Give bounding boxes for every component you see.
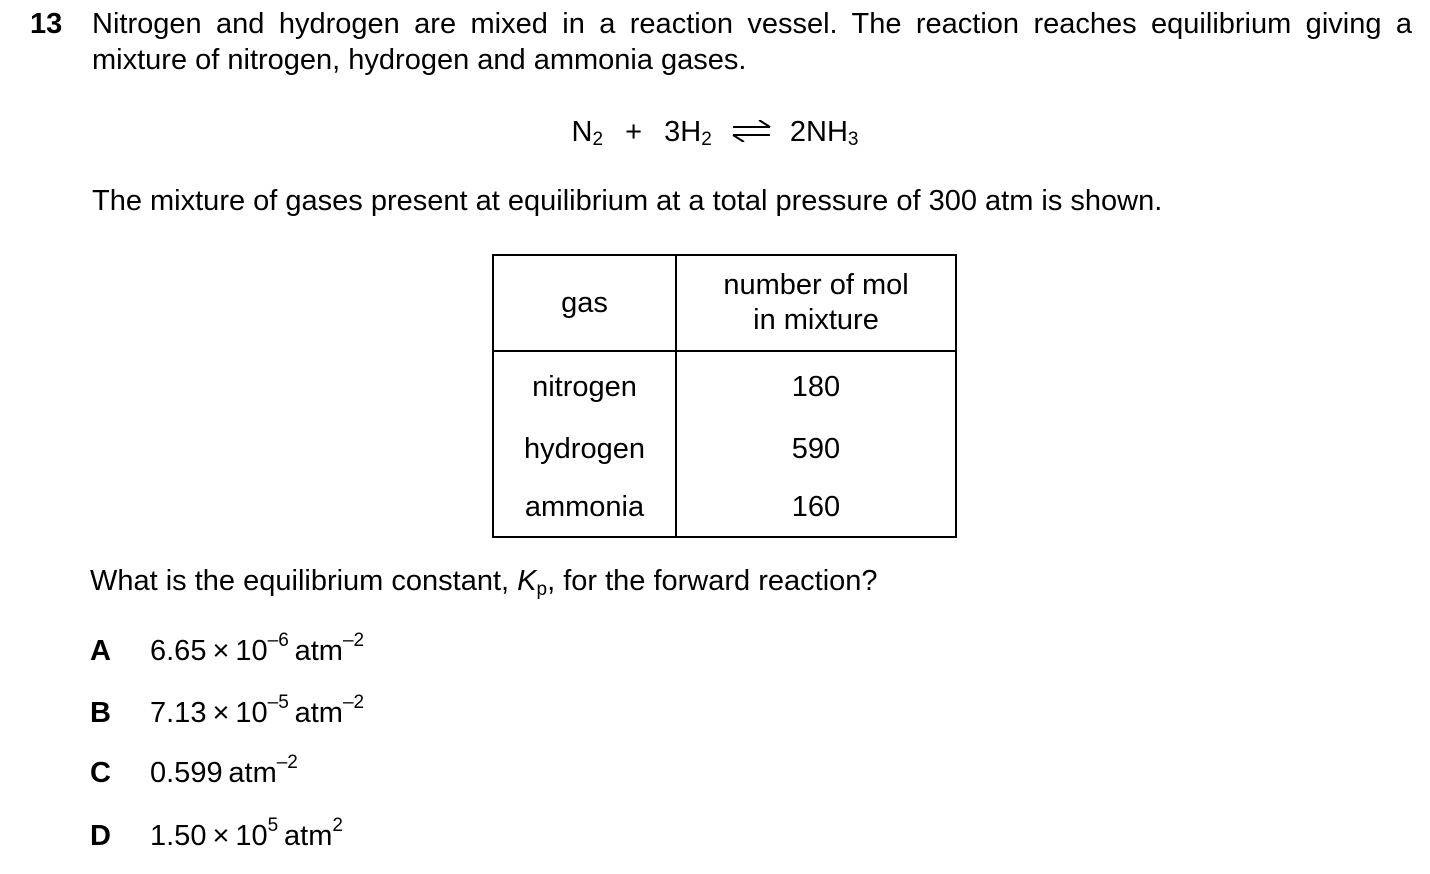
table-row <box>493 478 956 537</box>
equilibrium-arrows-icon <box>732 120 772 142</box>
header-gas: gas <box>493 255 676 351</box>
option-a[interactable]: A $6.65 \times 10^{-6}$ atm$^{-2}$ <box>90 630 365 667</box>
reactant-hydrogen: $3H_2$ <box>664 116 712 150</box>
equilibrium-mixture-table <box>492 254 957 538</box>
cell-mol: 180 <box>676 351 956 420</box>
option-label: C <box>90 757 111 789</box>
option-label: A <box>90 635 111 667</box>
reactant-nitrogen: $N_2$ <box>571 116 604 150</box>
cell-mol: 590 <box>676 420 956 478</box>
product-ammonia: $2NH_3$ <box>789 116 859 150</box>
plus-sign: + <box>625 116 643 148</box>
table-header-row <box>493 255 956 351</box>
option-label: B <box>90 697 111 729</box>
question-stem: Nitrogen and hydrogen are mixed in a reaction vessel. The reaction reaches equilibrium giving a mixture of nitrogen, hydrogen and ammonia gases. <box>92 8 1412 76</box>
reaction-equation <box>0 112 1430 152</box>
cell-mol: 160 <box>676 478 956 537</box>
option-b[interactable]: B $7.13 \times 10^{-5}$ atm$^{-2}$ <box>90 692 365 729</box>
cell-gas: nitrogen <box>493 351 676 420</box>
intro-text: The mixture of gases present at equilibrium at a total pressure of 300 atm is shown. <box>92 185 1163 217</box>
question-prompt: What is the equilibrium constant, $K_p$, for the forward reaction? <box>90 565 878 600</box>
table-row <box>493 351 956 420</box>
table-row <box>493 420 956 478</box>
cell-gas: ammonia <box>493 478 676 537</box>
option-label: D <box>90 820 111 852</box>
cell-gas: hydrogen <box>493 420 676 478</box>
header-mol: number of mol in mixture <box>676 255 956 351</box>
question-number: 13 <box>30 8 63 40</box>
option-c[interactable]: C 0.599 atm$^{-2}$ <box>90 752 298 789</box>
option-d[interactable]: D $1.50 \times 10^5$ atm$^2$ <box>90 815 343 852</box>
